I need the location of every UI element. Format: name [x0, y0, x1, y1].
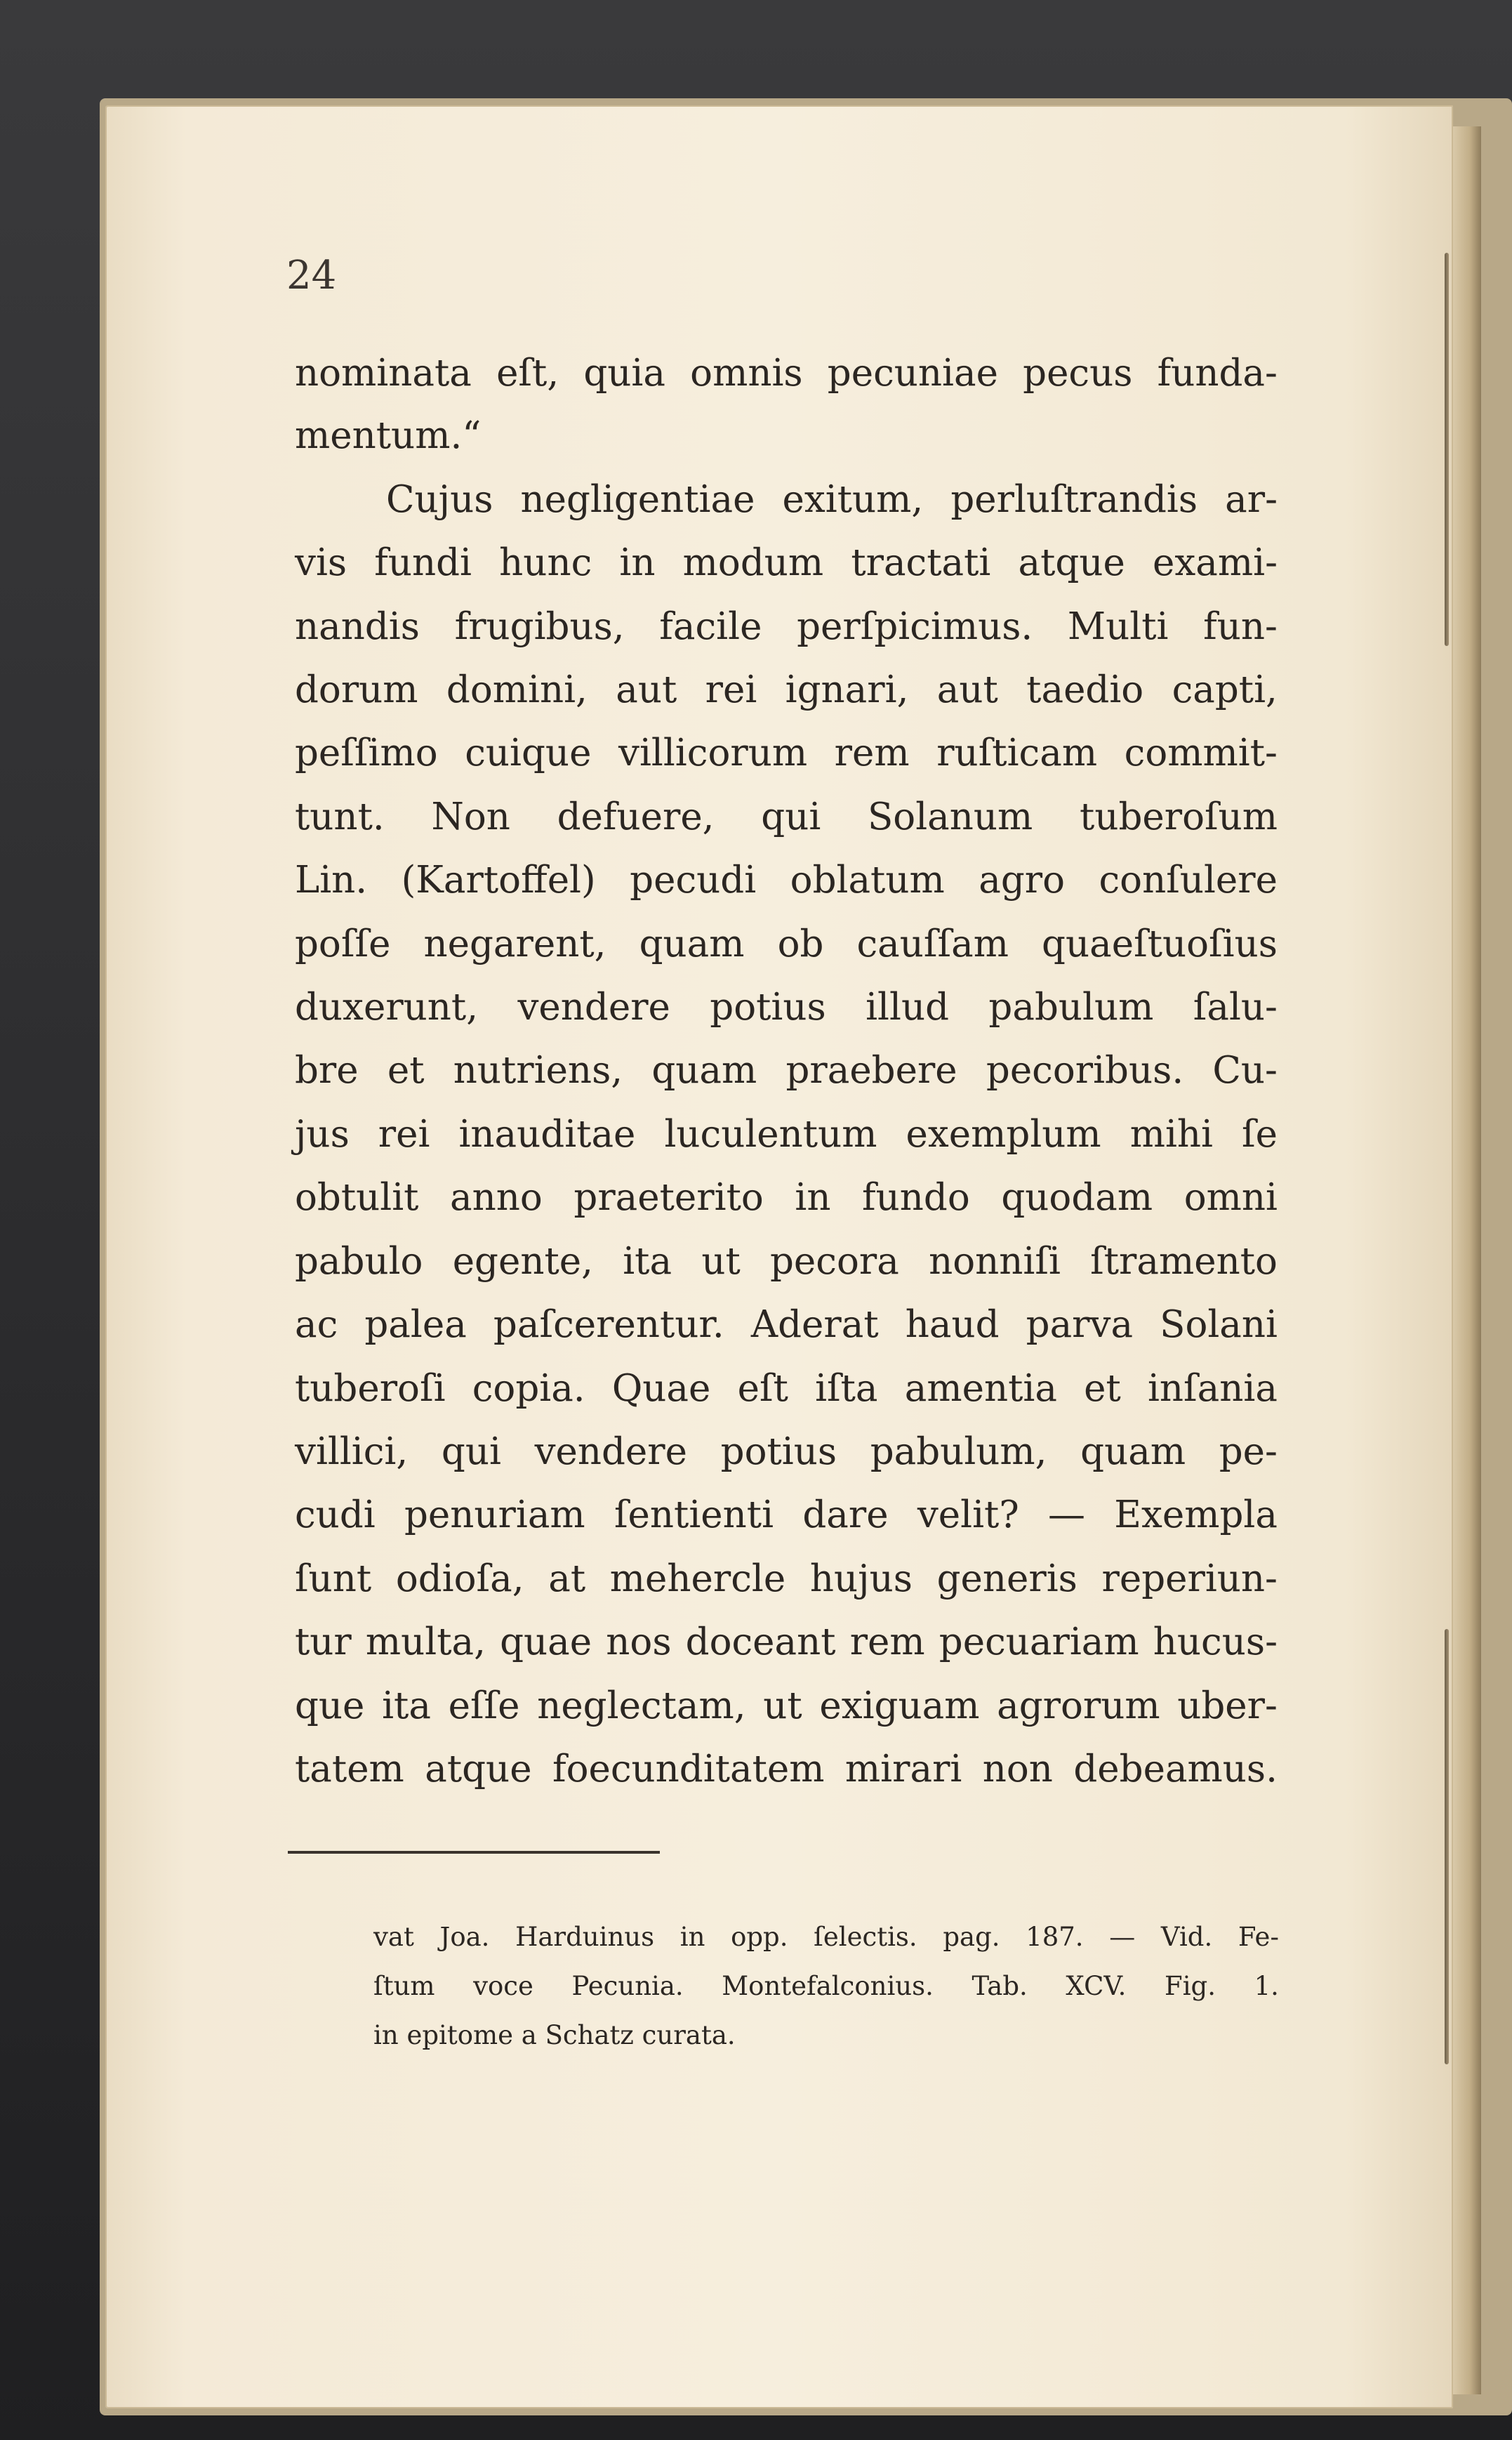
- word: ſe: [1242, 1113, 1278, 1156]
- page-number: 24: [286, 253, 337, 298]
- word: agro: [979, 859, 1065, 902]
- word: fun-: [1203, 605, 1278, 648]
- text-line: [295, 986, 1278, 1029]
- word: mirari: [844, 1748, 962, 1791]
- word: capti,: [1172, 668, 1278, 711]
- word: domini,: [446, 668, 588, 711]
- binding-mark: [1445, 253, 1449, 646]
- word: ut: [701, 1240, 741, 1283]
- word: haud: [905, 1303, 1000, 1346]
- text-line: [295, 1623, 1278, 1661]
- word: Cu-: [1212, 1049, 1278, 1092]
- word: ruſticam: [936, 732, 1098, 774]
- page-edge: [1453, 126, 1481, 2394]
- word: fundi: [374, 541, 472, 584]
- word: potius: [710, 986, 826, 1029]
- text-line: [295, 1176, 1278, 1219]
- word: pecuniae: [827, 352, 998, 395]
- text-line: [295, 925, 1278, 963]
- word: inauditae: [458, 1113, 636, 1156]
- footnote-rule: [288, 1851, 660, 1854]
- word: cauſſam: [856, 923, 1009, 965]
- word: mihi: [1129, 1113, 1213, 1156]
- text-line: [295, 1430, 1278, 1473]
- word: Fe-: [1238, 1922, 1279, 1952]
- word: qui: [441, 1430, 501, 1473]
- word: voce: [473, 1971, 533, 2001]
- footnote-line: [373, 1973, 1279, 1999]
- word: pecus: [1023, 352, 1133, 395]
- word: velit?: [917, 1493, 1019, 1536]
- word: dare: [802, 1493, 889, 1536]
- word: Pecunia.: [571, 1971, 684, 2001]
- word: exami-: [1153, 541, 1278, 584]
- word: doceant: [685, 1621, 836, 1663]
- text-line: [295, 541, 1278, 584]
- word: paſcerentur.: [493, 1303, 724, 1346]
- word: nutriens,: [453, 1049, 623, 1092]
- word: peſſimo: [295, 732, 438, 774]
- word: ar-: [1225, 478, 1278, 521]
- word: iſta: [815, 1367, 878, 1410]
- word: nos: [606, 1621, 672, 1663]
- word: potius: [720, 1430, 837, 1473]
- text-line: [295, 668, 1278, 711]
- binding-mark: [1445, 1629, 1449, 2064]
- word: copia.: [472, 1367, 585, 1410]
- word: Vid.: [1160, 1922, 1213, 1952]
- word: illud: [866, 986, 950, 1029]
- word: in: [619, 541, 656, 584]
- word: tuberoſi: [295, 1367, 446, 1410]
- word: oblatum: [790, 859, 945, 902]
- word: Fig.: [1165, 1971, 1216, 2001]
- word: pecora: [770, 1240, 899, 1283]
- word: et: [1084, 1367, 1121, 1410]
- word: exitum,: [782, 478, 924, 521]
- word: hucus-: [1153, 1621, 1278, 1663]
- word: facile: [659, 605, 762, 648]
- word: hujus: [809, 1557, 913, 1600]
- word: egente,: [452, 1240, 593, 1283]
- word: quam: [651, 1049, 757, 1092]
- word: eſt,: [496, 352, 559, 395]
- word: mehercle: [609, 1557, 786, 1600]
- word: ob: [777, 923, 824, 965]
- word: Multi: [1067, 605, 1169, 648]
- word: ita: [623, 1240, 672, 1283]
- word: penuriam: [404, 1493, 585, 1536]
- word: (Kartoffel): [401, 859, 596, 902]
- word: reperiun-: [1101, 1557, 1278, 1600]
- text-line: [295, 859, 1278, 902]
- word: negarent,: [423, 923, 606, 965]
- word: ſtramento: [1090, 1240, 1278, 1283]
- word: palea: [364, 1303, 467, 1346]
- word: quam: [639, 923, 745, 965]
- word: quia: [583, 352, 665, 395]
- word: pecuariam: [939, 1621, 1139, 1663]
- word: obtulit: [295, 1176, 419, 1219]
- word: conſulere: [1099, 859, 1278, 902]
- word: in: [679, 1922, 705, 1952]
- word: pabulum: [988, 986, 1154, 1029]
- word: atque: [1018, 541, 1125, 584]
- word: —: [1048, 1493, 1086, 1536]
- text-line: [295, 1684, 1278, 1727]
- word: hunc: [499, 541, 592, 584]
- word: generis: [936, 1557, 1077, 1600]
- text-line: [295, 414, 1278, 457]
- word: amentia: [904, 1367, 1057, 1410]
- word: frugibus,: [454, 605, 625, 648]
- word: Montefalconius.: [722, 1971, 934, 2001]
- word: exemplum: [906, 1113, 1101, 1156]
- text-line: [295, 1557, 1278, 1600]
- word: rem: [849, 1621, 925, 1663]
- word: vis: [295, 541, 347, 584]
- word: non: [982, 1748, 1053, 1791]
- word: opp.: [731, 1922, 788, 1952]
- text-line: [295, 605, 1278, 648]
- word: Cujus: [386, 478, 493, 521]
- word: multa,: [365, 1621, 486, 1663]
- word: defuere,: [557, 796, 715, 838]
- word: foecunditatem: [552, 1748, 825, 1791]
- word: Solanum: [868, 796, 1033, 838]
- word: tractati: [851, 541, 991, 584]
- word: aut: [936, 668, 998, 711]
- word: aut: [616, 668, 677, 711]
- word: pecudi: [630, 859, 757, 902]
- word: praeterito: [573, 1176, 764, 1219]
- word: Lin.: [295, 859, 368, 902]
- word: villicorum: [618, 732, 808, 774]
- word: omni: [1183, 1176, 1278, 1219]
- word: neglectam,: [537, 1684, 746, 1727]
- word: perſpicimus.: [797, 605, 1033, 648]
- word: nominata: [295, 352, 472, 395]
- word: Non: [431, 796, 510, 838]
- word: quae: [500, 1621, 592, 1663]
- word: quaeſtuoſius: [1042, 923, 1278, 965]
- word: Exempla: [1114, 1493, 1278, 1536]
- word: pecoribus.: [986, 1049, 1184, 1092]
- word: jus: [295, 1113, 350, 1156]
- word: vendere: [517, 986, 670, 1029]
- word: pe-: [1219, 1430, 1278, 1473]
- word: Solani: [1160, 1303, 1278, 1346]
- text-line: [295, 1240, 1278, 1283]
- word: taedio: [1026, 668, 1144, 711]
- footnote-line: [373, 2022, 1279, 2048]
- word: commit-: [1124, 732, 1278, 774]
- word: ac: [295, 1303, 338, 1346]
- text-line: [386, 478, 1278, 521]
- word: Harduinus: [515, 1922, 655, 1952]
- word: ſunt: [295, 1557, 372, 1600]
- word: duxerunt,: [295, 986, 479, 1029]
- text-line: [295, 1303, 1278, 1346]
- word: ignari,: [785, 668, 909, 711]
- word: ſtum: [373, 1971, 435, 2001]
- word: praebere: [785, 1049, 957, 1092]
- word: pag.: [943, 1922, 1000, 1952]
- word: ſelectis.: [814, 1922, 917, 1952]
- text-line: [295, 1748, 1278, 1791]
- word: —: [1109, 1922, 1136, 1952]
- text-line: [295, 1049, 1278, 1092]
- word: rem: [834, 732, 910, 774]
- word: luculentum: [664, 1113, 877, 1156]
- word: uber-: [1177, 1684, 1278, 1727]
- word: fundo: [862, 1176, 970, 1219]
- word: Tab.: [971, 1971, 1028, 2001]
- footnote-line: [373, 1924, 1279, 1950]
- word: atque: [425, 1748, 532, 1791]
- word: omnis: [690, 352, 803, 395]
- word: vendere: [534, 1430, 687, 1473]
- word: rei: [378, 1113, 430, 1156]
- text-line: [295, 734, 1278, 772]
- word: funda-: [1157, 352, 1278, 395]
- word: agrorum: [997, 1684, 1160, 1727]
- word: cuique: [465, 732, 592, 774]
- word: epitome: [406, 2020, 522, 2050]
- word: ita: [382, 1684, 431, 1727]
- word: inſania: [1147, 1367, 1278, 1410]
- word: ut: [763, 1684, 802, 1727]
- word: quam: [1080, 1430, 1186, 1473]
- word: nandis: [295, 605, 420, 648]
- word: at: [548, 1557, 586, 1600]
- word: XCV.: [1066, 1971, 1127, 2001]
- word: 187.: [1026, 1922, 1084, 1952]
- word: nonniſi: [929, 1240, 1061, 1283]
- word: a: [521, 2020, 545, 2050]
- word: qui: [761, 796, 821, 838]
- word: dorum: [295, 668, 418, 711]
- word: perluſtrandis: [950, 478, 1198, 521]
- text-line: [295, 1367, 1278, 1410]
- word: Schatz: [545, 2020, 642, 2050]
- word: negligentiae: [520, 478, 755, 521]
- word: tur: [295, 1621, 352, 1663]
- word: exiguam: [819, 1684, 980, 1727]
- word: Quae: [611, 1367, 711, 1410]
- word: anno: [450, 1176, 543, 1219]
- word: ſalu-: [1193, 986, 1278, 1029]
- word: rei: [705, 668, 757, 711]
- word: debeamus.: [1073, 1748, 1278, 1791]
- word: vat: [373, 1922, 414, 1952]
- word: 1.: [1254, 1971, 1279, 2001]
- word: mentum.“: [295, 414, 482, 457]
- text-line: [295, 352, 1278, 395]
- word: tunt.: [295, 796, 385, 838]
- word: Aderat: [750, 1303, 879, 1346]
- word: quodam: [1001, 1176, 1153, 1219]
- word: parva: [1026, 1303, 1134, 1346]
- word: in: [373, 2020, 407, 2050]
- text-line: [295, 798, 1278, 836]
- word: que: [295, 1684, 365, 1727]
- text-line: [295, 1113, 1278, 1156]
- word: in: [795, 1176, 831, 1219]
- word: ſentienti: [614, 1493, 774, 1536]
- word: villici,: [295, 1430, 409, 1473]
- word: eſſe: [448, 1684, 520, 1727]
- word: poſſe: [295, 923, 391, 965]
- word: et: [387, 1049, 425, 1092]
- word: tuberoſum: [1080, 796, 1278, 838]
- word: tatem: [295, 1748, 404, 1791]
- word: Joa.: [439, 1922, 490, 1952]
- word: eſt: [737, 1367, 788, 1410]
- text-line: [295, 1493, 1278, 1536]
- word: pabulo: [295, 1240, 423, 1283]
- word: pabulum,: [870, 1430, 1047, 1473]
- word: bre: [295, 1049, 359, 1092]
- word: odioſa,: [395, 1557, 524, 1600]
- word: modum: [682, 541, 824, 584]
- word: curata.: [642, 2020, 736, 2050]
- word: cudi: [295, 1493, 376, 1536]
